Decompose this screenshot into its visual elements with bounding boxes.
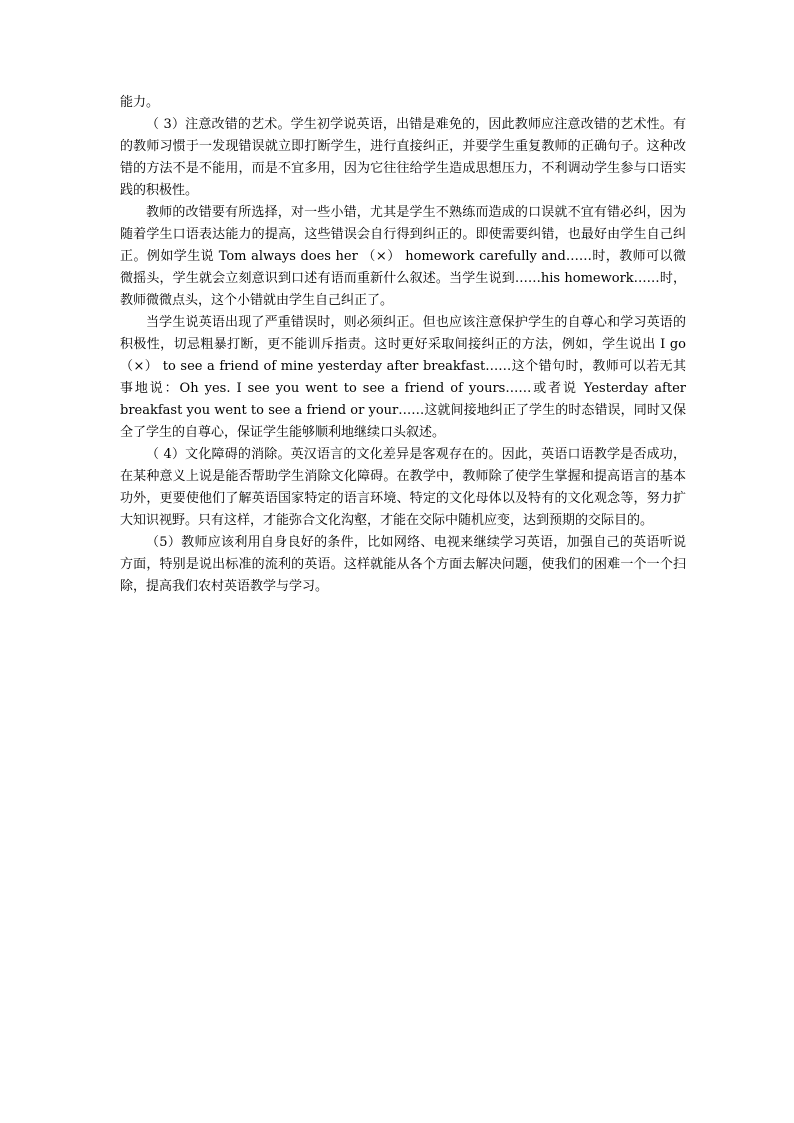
paragraph-indirect-correction: 当学生说英语出现了严重错误时，则必须纠正。但也应该注意保护学生的自尊心和学习英语的积极性，切忌粗暴打断，更不能训斥指责。这时更好采取间接纠正的方法，例如，学生说出 I go（×） to see a friend of mine yesterday after breakfast……这个错句时，教师可以若无其事地说：Oh yes. I see you went to see a friend of yours……或者说 Yesterday after breakfast you went to see a friend or your……这就间接地纠正了学生的时态错误，同时又保全了学生的自尊心，保证学生能够顺利地继续口头叙述。: [120, 315, 686, 440]
paragraph-continuation: 能力。: [120, 95, 160, 110]
paragraph-selective-correction: 教师的改错要有所选择，对一些小错，尤其是学生不熟练而造成的口误就不宜有错必纠，因为随着学生口语表达能力的提高，这些错误会自行得到纠正的。即使需要纠错，也最好由学生自己纠正。例如学生说 Tom always does her （×） homework carefully and……时，教师可以微微摇头，学生就会立刻意识到口述有语而重新什么叙述。当学生说到……his homework……时，教师微微点头，这个小错就由学生自己纠正了。: [120, 205, 686, 308]
paragraph-teacher-self-study: （5）教师应该利用自身良好的条件，比如网络、电视来继续学习英语，加强自己的英语听说方面，特别是说出标准的流利的英语。这样就能从各个方面去解决问题，使我们的困难一个一个扫除，提高我们农村英语教学与学习。: [120, 535, 686, 594]
paragraph-cultural-barriers: （ 4）文化障碍的消除。英汉语言的文化差异是客观存在的。因此，英语口语教学是否成功，在某种意义上说是能否帮助学生消除文化障碍。在教学中，教师除了使学生掌握和提高语言的基本功外，更要使他们了解英语国家特定的语言环境、特定的文化母体以及特有的文化观念等，努力扩大知识视野。只有这样，才能弥合文化沟壑，才能在交际中随机应变，达到预期的交际目的。: [120, 447, 686, 528]
paragraph-error-correction-art: （ 3）注意改错的艺术。学生初学说英语，出错是难免的，因此教师应注意改错的艺术性。有的教师习惯于一发现错误就立即打断学生，进行直接纠正，并要学生重复教师的正确句子。这种改错的方法不是不能用，而是不宜多用，因为它往往给学生造成思想压力，不利调动学生参与口语实践的积极性。: [120, 117, 686, 198]
document-page: [120, 92, 686, 598]
